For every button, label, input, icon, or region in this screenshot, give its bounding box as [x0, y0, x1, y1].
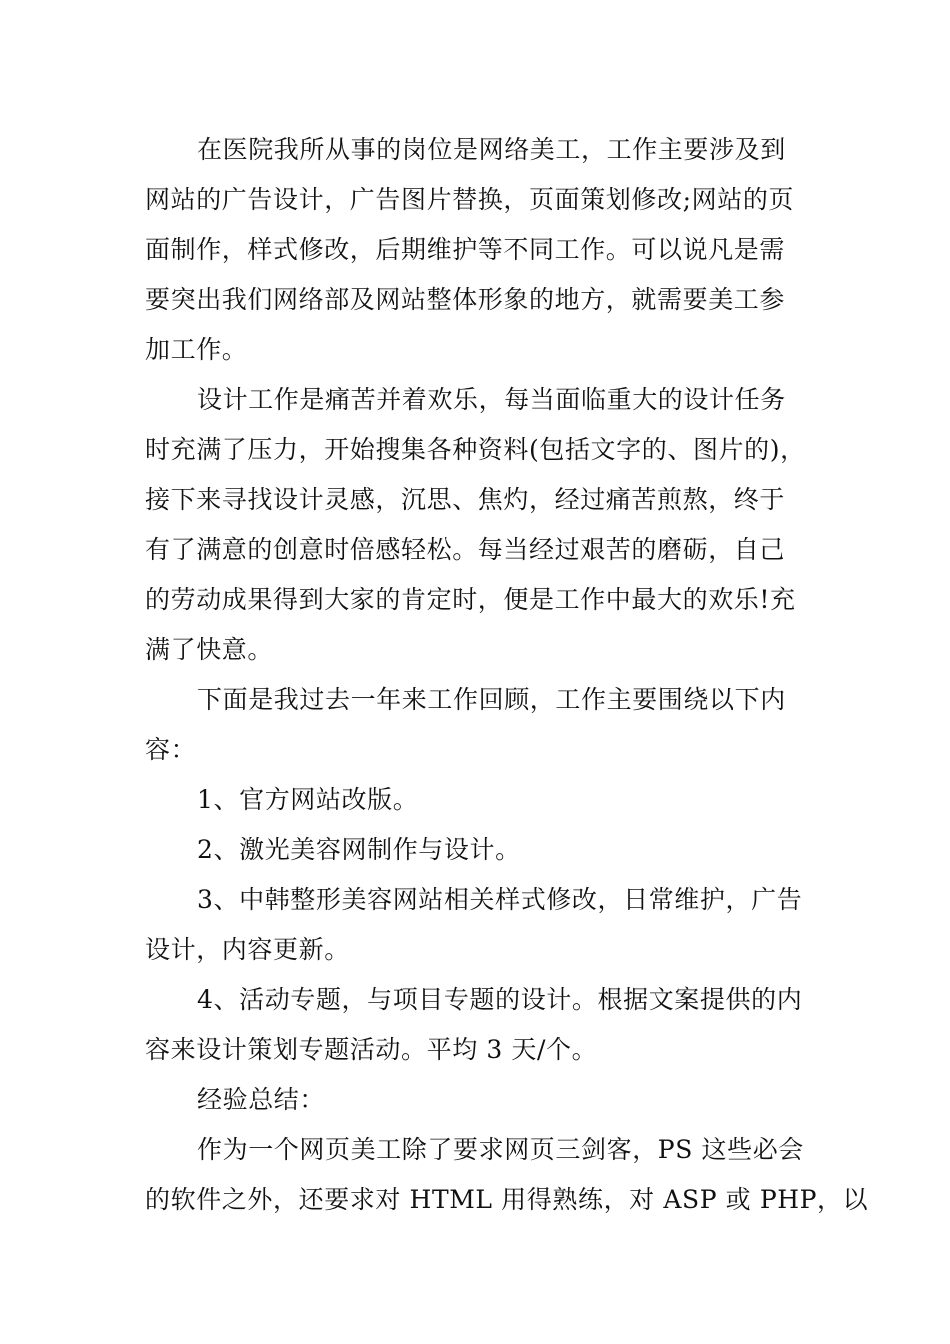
list-item: 3、中韩整形美容网站相关样式修改，日常维护，广告 — [197, 885, 803, 914]
text-line: 面制作，样式修改，后期维护等不同工作。可以说凡是需 — [145, 235, 786, 264]
list-item: 1、官方网站改版。 — [197, 785, 419, 814]
text-line: 容来设计策划专题活动。平均 3 天/个。 — [145, 1035, 598, 1064]
text-line: 加工作。 — [145, 335, 248, 364]
text-line: 网站的广告设计，广告图片替换，页面策划修改;网站的页 — [145, 185, 795, 214]
text-line: 接下来寻找设计灵感，沉思、焦灼，经过痛苦煎熬，终于 — [145, 485, 786, 514]
text-line: 设计工作是痛苦并着欢乐，每当面临重大的设计任务 — [197, 385, 786, 414]
text-line: 的软件之外，还要求对 HTML 用得熟练，对 ASP 或 PHP，以 — [145, 1185, 869, 1214]
text-line: 时充满了压力，开始搜集各种资料(包括文字的、图片的)， — [145, 435, 806, 464]
text-line: 满了快意。 — [145, 635, 274, 664]
text-line: 在医院我所从事的岗位是网络美工，工作主要涉及到 — [197, 135, 786, 164]
text-line: 下面是我过去一年来工作回顾，工作主要围绕以下内 — [197, 685, 786, 714]
text-line: 容： — [145, 735, 197, 764]
text-line: 有了满意的创意时倍感轻松。每当经过艰苦的磨砺，自己 — [145, 535, 786, 564]
list-item: 2、激光美容网制作与设计。 — [197, 835, 521, 864]
text-line: 的劳动成果得到大家的肯定时，便是工作中最大的欢乐!充 — [145, 585, 796, 614]
text-line: 设计，内容更新。 — [145, 935, 350, 964]
text-line: 要突出我们网络部及网站整体形象的地方，就需要美工参 — [145, 285, 786, 314]
list-item: 4、活动专题，与项目专题的设计。根据文案提供的内 — [197, 985, 803, 1014]
section-heading: 经验总结： — [197, 1085, 326, 1114]
text-line: 作为一个网页美工除了要求网页三剑客，PS 这些必会 — [197, 1135, 804, 1164]
